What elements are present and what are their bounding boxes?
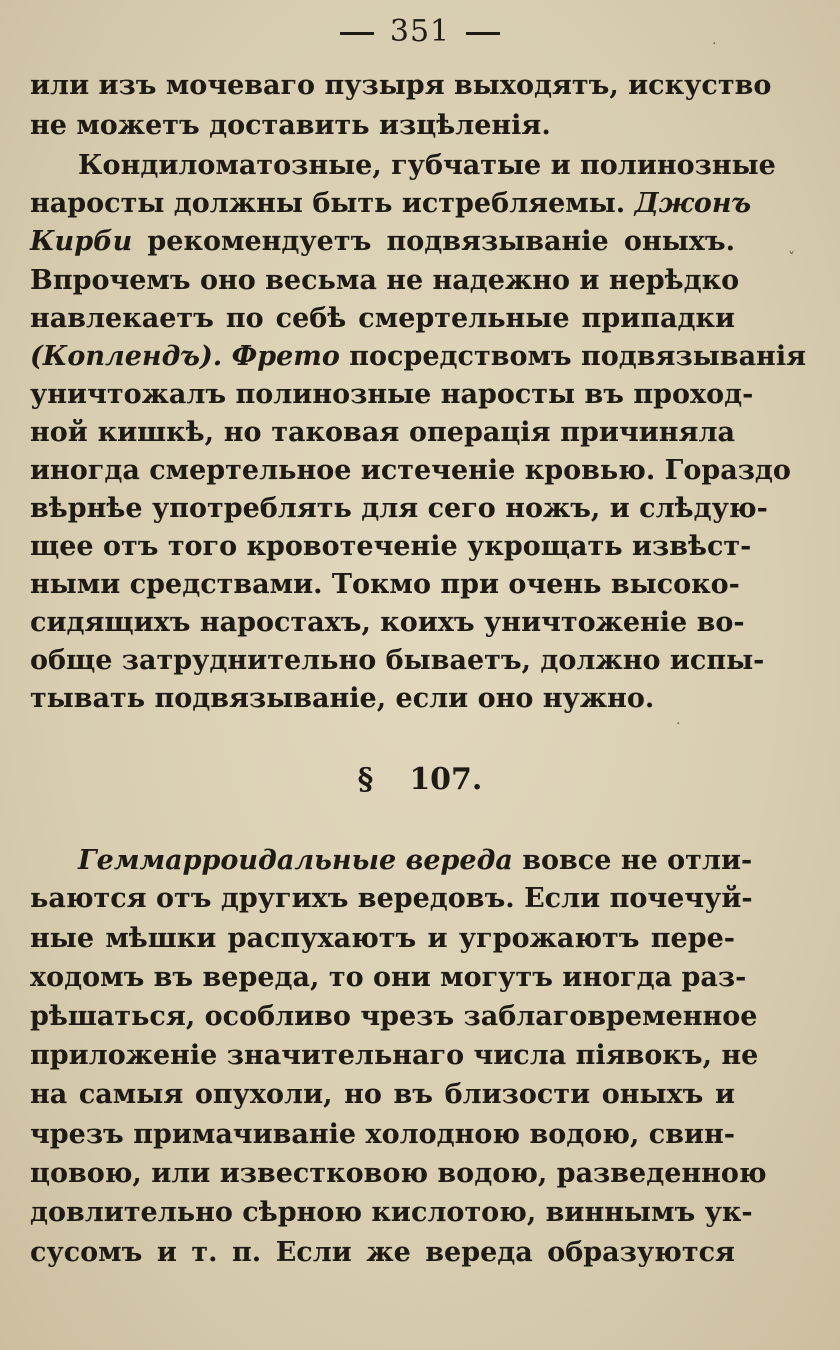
text-run: посредствомъ подвязыванія	[349, 341, 807, 372]
text-line: сусомъ и т. п. Если же вереда образуются	[30, 1237, 735, 1268]
text-line: ной кишкѣ, но таковая операція причиняла	[30, 417, 735, 448]
text-line: навлекаетъ по себѣ смертельные припадки	[30, 303, 735, 334]
page-number: 351	[389, 14, 451, 49]
text-line: приложеніе значительнаго числа піявокъ, не	[30, 1040, 759, 1071]
author-name: Фрето	[231, 341, 340, 372]
text-line	[78, 843, 753, 879]
text-line: тывать подвязываніе, если оно нужно.	[30, 683, 655, 714]
paper-speck: ˅	[788, 250, 795, 266]
section-heading	[0, 762, 840, 797]
text-line: рѣшаться, особливо чрезъ заблаговременное	[30, 1001, 758, 1032]
text-line	[30, 339, 807, 375]
text-line	[30, 186, 752, 222]
text-run: наросты должны быть истребляемы.	[30, 188, 626, 219]
section-sign: §	[357, 762, 374, 797]
text-line: Кондиломатозные, губчатые и полинозные	[78, 150, 776, 181]
paper-speck: ·	[712, 36, 717, 52]
text-line: Впрочемъ оно весьма не надежно и нерѣдко	[30, 265, 740, 296]
text-line: ные мѣшки распухаютъ и угрожаютъ пере-	[30, 923, 735, 954]
text-line: не можетъ доставить изцѣленія.	[30, 110, 551, 141]
text-line: цовою, или известковою водою, разведенною	[30, 1158, 767, 1189]
text-line: довлительно сѣрною кислотою, виннымъ ук-	[30, 1197, 753, 1228]
text-line: уничтожалъ полинозные наросты въ проход-	[30, 379, 754, 410]
author-name: Джонъ	[634, 188, 752, 219]
paper-speck: ·	[676, 716, 681, 732]
text-line: обще затруднительно бываетъ, должно испы-	[30, 645, 765, 676]
author-name: (Коплендъ).	[30, 341, 223, 372]
text-line: ными средствами. Токмо при очень высоко-	[30, 569, 740, 600]
text-line: или изъ мочеваго пузыря выходятъ, искуство	[30, 70, 772, 101]
text-line: чрезъ примачиваніе холодною водою, свин-	[30, 1119, 735, 1150]
text-line: щее отъ того кровотеченіе укрощать извѣст-	[30, 531, 752, 562]
header-dash-right	[466, 32, 500, 35]
section-number: 107.	[409, 762, 483, 797]
text-line: иногда смертельное истеченіе кровью. Гораздо	[30, 455, 791, 486]
text-line	[30, 224, 735, 260]
text-line: ходомъ въ вереда, то они могутъ иногда раз-	[30, 962, 747, 993]
text-line: на самыя опухоли, но въ близости оныхъ и	[30, 1079, 735, 1110]
author-name: Кирби	[30, 226, 133, 257]
text-line: вѣрнѣе употреблять для сего ножъ, и слѣдую-	[30, 493, 768, 524]
text-line: сидящихъ наростахъ, коихъ уничтоженіе во-	[30, 607, 745, 638]
text-run: рекомендуетъ подвязываніе оныхъ.	[147, 226, 735, 257]
header-dash-left	[340, 32, 374, 35]
italic-term: Геммарроидальные вереда	[78, 845, 513, 876]
text-line: ьаются отъ другихъ вередовъ. Если почечуй-	[30, 883, 753, 914]
text-run: вовсе не отли-	[522, 845, 753, 876]
